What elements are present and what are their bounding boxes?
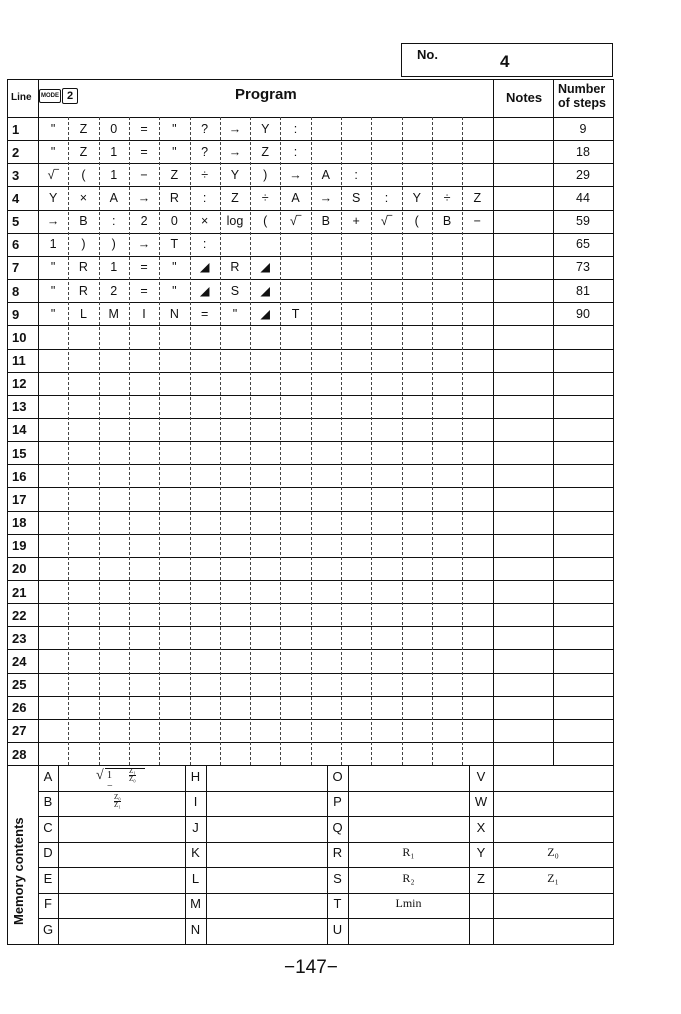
memory-register-letter: I — [193, 794, 198, 810]
program-step: " — [50, 260, 56, 275]
program-step: = — [140, 260, 148, 275]
memory-row-rule — [38, 791, 613, 792]
step-count — [553, 326, 613, 349]
step-count: 90 — [576, 306, 590, 321]
program-step: = — [200, 306, 209, 321]
line-number: 4 — [12, 190, 20, 206]
step-count — [553, 627, 613, 650]
program-step: A — [321, 167, 330, 182]
program-step: 0 — [110, 121, 118, 136]
memory-register-letter: W — [474, 794, 488, 810]
program-step: R — [230, 260, 240, 275]
memory-register-letter: A — [43, 768, 53, 784]
radical-bar — [105, 768, 145, 769]
program-step: ÷ — [261, 190, 269, 205]
memory-register-value: R₂ — [402, 870, 415, 885]
program-step: ) — [81, 237, 86, 252]
memory-register-letter: L — [191, 870, 200, 886]
program-step: B — [79, 214, 88, 229]
step-count — [553, 349, 613, 372]
program-step: " — [172, 121, 177, 136]
line-number: 21 — [12, 584, 27, 600]
program-step: N — [169, 306, 179, 321]
line-number: 5 — [12, 214, 20, 230]
program-step: ÷ — [201, 167, 209, 182]
step-count: 18 — [576, 144, 590, 159]
program-step: − — [473, 214, 481, 229]
memory-value-rule — [206, 765, 207, 944]
program-step: 0 — [170, 214, 178, 229]
program-step: T — [291, 306, 300, 321]
program-step: = — [140, 121, 148, 136]
program-step: √‾ — [380, 214, 392, 229]
fraction-numerator: Z₀ — [114, 792, 121, 801]
program-step: B — [442, 214, 452, 229]
fraction-numerator: Z₁ — [129, 767, 136, 776]
program-step: L — [79, 306, 87, 321]
program-step: → — [137, 190, 151, 205]
memory-register-value: Z₁ — [547, 870, 559, 885]
program-step: ÷ — [443, 190, 451, 205]
line-number: 16 — [12, 468, 27, 484]
notes-header: Notes — [506, 90, 543, 105]
program-step: B — [321, 214, 330, 229]
program-step: Z — [261, 144, 270, 159]
line-number: 3 — [12, 167, 20, 183]
line-number: 1 — [12, 121, 20, 137]
line-number: 28 — [12, 746, 27, 762]
line-number: 19 — [12, 538, 27, 554]
number-label: No. — [417, 47, 438, 62]
step-count — [553, 395, 613, 418]
step-count — [553, 696, 613, 719]
steps-header-line1: Number — [558, 82, 606, 96]
program-step: : — [354, 167, 358, 182]
program-step: T — [170, 237, 179, 252]
program-step: 1 — [110, 144, 118, 159]
program-step: R — [169, 190, 179, 205]
line-number: 22 — [12, 607, 27, 623]
step-count: 65 — [576, 237, 590, 252]
program-step: 1 — [110, 260, 118, 275]
step-count — [553, 372, 613, 395]
program-step: : — [112, 214, 116, 229]
program-step: : — [202, 237, 207, 252]
line-number: 14 — [12, 422, 27, 438]
radical-sign-icon: √ — [96, 768, 104, 784]
program-step: " — [172, 283, 177, 298]
memory-register-letter: G — [42, 921, 54, 937]
line-number: 15 — [12, 445, 27, 461]
memory-register-letter: X — [476, 819, 486, 835]
program-step: → — [228, 144, 242, 159]
program-step: × — [79, 190, 88, 205]
memory-value-rule — [58, 765, 59, 944]
memory-register-letter: Z — [477, 870, 485, 886]
program-step: 1 — [110, 167, 118, 182]
line-header: Line — [11, 92, 32, 103]
program-step: ◢ — [260, 283, 271, 298]
memory-row-rule — [38, 918, 613, 919]
program-step: 2 — [110, 283, 118, 298]
program-step: Z — [473, 190, 482, 205]
step-count: 73 — [576, 260, 590, 275]
line-number: 10 — [12, 329, 27, 345]
fraction-denominator: Z₀ — [129, 775, 136, 784]
program-step: = — [140, 144, 148, 159]
program-step: S — [351, 190, 361, 205]
memory-register-letter: T — [333, 896, 342, 912]
program-step: " — [50, 121, 56, 136]
line-number: 26 — [12, 700, 27, 716]
line-number: 23 — [12, 630, 27, 646]
memory-contents-label: Memory contents — [11, 817, 26, 925]
program-step: S — [230, 283, 240, 298]
line-number: 13 — [12, 399, 27, 415]
program-step: : — [293, 144, 298, 159]
step-count — [553, 650, 613, 673]
digit-key-icon: 2 — [62, 88, 78, 104]
memory-register-letter: U — [332, 921, 343, 937]
line-number: 25 — [12, 677, 27, 693]
line-number: 6 — [12, 237, 20, 253]
line-number: 12 — [12, 376, 27, 392]
step-count: 44 — [576, 190, 590, 205]
program-step: − — [140, 167, 148, 182]
program-step: ( — [414, 214, 419, 229]
step-count — [553, 488, 613, 511]
program-step: → — [319, 190, 333, 205]
program-step: 2 — [140, 214, 148, 229]
program-step: = — [140, 283, 148, 298]
line-number: 20 — [12, 561, 27, 577]
step-count — [553, 604, 613, 627]
memory-register-letter: F — [44, 896, 52, 912]
program-step: " — [50, 144, 56, 159]
memory-row-rule — [38, 816, 613, 817]
steps-header-line2: of steps — [558, 96, 606, 110]
memory-register-letter: H — [190, 768, 201, 784]
program-step: A — [109, 190, 118, 205]
program-step: √‾ — [290, 214, 302, 229]
memory-register-letter: K — [191, 845, 200, 861]
program-step: " — [50, 306, 56, 321]
step-count — [553, 719, 613, 742]
program-step: : — [202, 190, 207, 205]
program-step: Z — [79, 144, 88, 159]
program-step: ? — [201, 144, 209, 159]
program-step: Z — [170, 167, 179, 182]
program-step: I — [142, 306, 146, 321]
program-step: → — [289, 167, 302, 182]
memory-register-letter: D — [43, 845, 53, 861]
memory-register-letter: B — [43, 794, 53, 810]
program-step: ◢ — [199, 283, 210, 298]
step-count: 29 — [576, 167, 590, 182]
line-number: 17 — [12, 491, 27, 507]
program-step: → — [46, 214, 60, 229]
program-step: M — [108, 306, 119, 321]
step-count — [553, 511, 613, 534]
step-count — [553, 418, 613, 441]
program-step: → — [228, 121, 242, 136]
program-step: + — [352, 214, 360, 229]
memory-register-value: Lmin — [395, 896, 422, 911]
step-count — [553, 442, 613, 465]
page-number: −147− — [284, 957, 338, 978]
memory-register-letter: V — [476, 768, 486, 784]
line-number: 8 — [12, 283, 20, 299]
program-header: Program — [235, 86, 297, 103]
memory-register-letter: S — [333, 870, 342, 886]
fraction-denominator: Z₁ — [114, 800, 121, 809]
number-value: 4 — [500, 52, 510, 71]
program-step: × — [200, 214, 209, 229]
program-step: √‾ — [47, 167, 59, 182]
memory-register-value: R₁ — [402, 845, 415, 860]
memory-register-letter: Y — [476, 845, 486, 861]
memory-register-letter: P — [333, 794, 342, 810]
program-step: Z — [231, 190, 239, 205]
program-step: Y — [261, 121, 270, 136]
line-number: 24 — [12, 653, 27, 669]
program-step: Y — [412, 190, 421, 205]
program-step: ◢ — [199, 260, 210, 275]
memory-register-value: Z₀ — [547, 845, 559, 860]
program-step: Y — [230, 167, 240, 182]
memory-register-letter: R — [332, 845, 343, 861]
step-count — [553, 465, 613, 488]
step-count: 81 — [576, 283, 590, 298]
step-count — [553, 673, 613, 696]
memory-b-formula — [114, 794, 121, 809]
program-step: ? — [201, 121, 209, 136]
program-step: ◢ — [260, 306, 271, 321]
line-number: 27 — [12, 723, 27, 739]
line-number: 11 — [12, 353, 26, 368]
line-number: 18 — [12, 515, 27, 531]
formula-fraction — [129, 768, 136, 783]
memory-register-letter: J — [192, 819, 199, 835]
line-number: 2 — [12, 144, 20, 160]
step-count: 59 — [576, 214, 590, 229]
program-step: R — [78, 283, 88, 298]
memory-register-letter: M — [190, 896, 201, 912]
program-step: ◢ — [260, 260, 271, 275]
step-count — [553, 557, 613, 580]
formula-lead: 1 − — [107, 770, 113, 793]
step-count: 9 — [579, 121, 587, 136]
program-step: Z — [79, 121, 88, 136]
program-step: : — [384, 190, 389, 205]
program-step: ( — [81, 167, 86, 182]
program-step: log — [226, 214, 244, 229]
memory-row-rule — [38, 893, 613, 894]
program-step: " — [172, 144, 177, 159]
memory-register-letter: E — [43, 870, 53, 886]
row-rule — [7, 765, 613, 766]
step-count — [553, 534, 613, 557]
program-step: : — [293, 121, 298, 136]
program-step: " — [232, 306, 238, 321]
line-number: 9 — [12, 306, 20, 322]
program-step: " — [50, 283, 56, 298]
notes-column-rule — [493, 79, 494, 765]
program-step: ) — [111, 237, 116, 252]
program-step: ( — [263, 214, 268, 229]
program-step: A — [291, 190, 300, 205]
mode-key-icon: MODE — [39, 89, 61, 103]
program-step: Y — [48, 190, 58, 205]
memory-register-letter: O — [332, 768, 343, 784]
line-number: 7 — [12, 260, 20, 276]
memory-register-letter: N — [190, 921, 201, 937]
program-step: ) — [263, 167, 268, 182]
step-count — [553, 743, 613, 766]
program-step: 1 — [49, 237, 57, 252]
program-step: R — [78, 260, 88, 275]
memory-register-letter: Q — [332, 819, 343, 835]
program-step: → — [137, 237, 151, 252]
program-step: " — [172, 260, 177, 275]
step-count — [553, 581, 613, 604]
memory-register-letter: C — [43, 819, 53, 835]
